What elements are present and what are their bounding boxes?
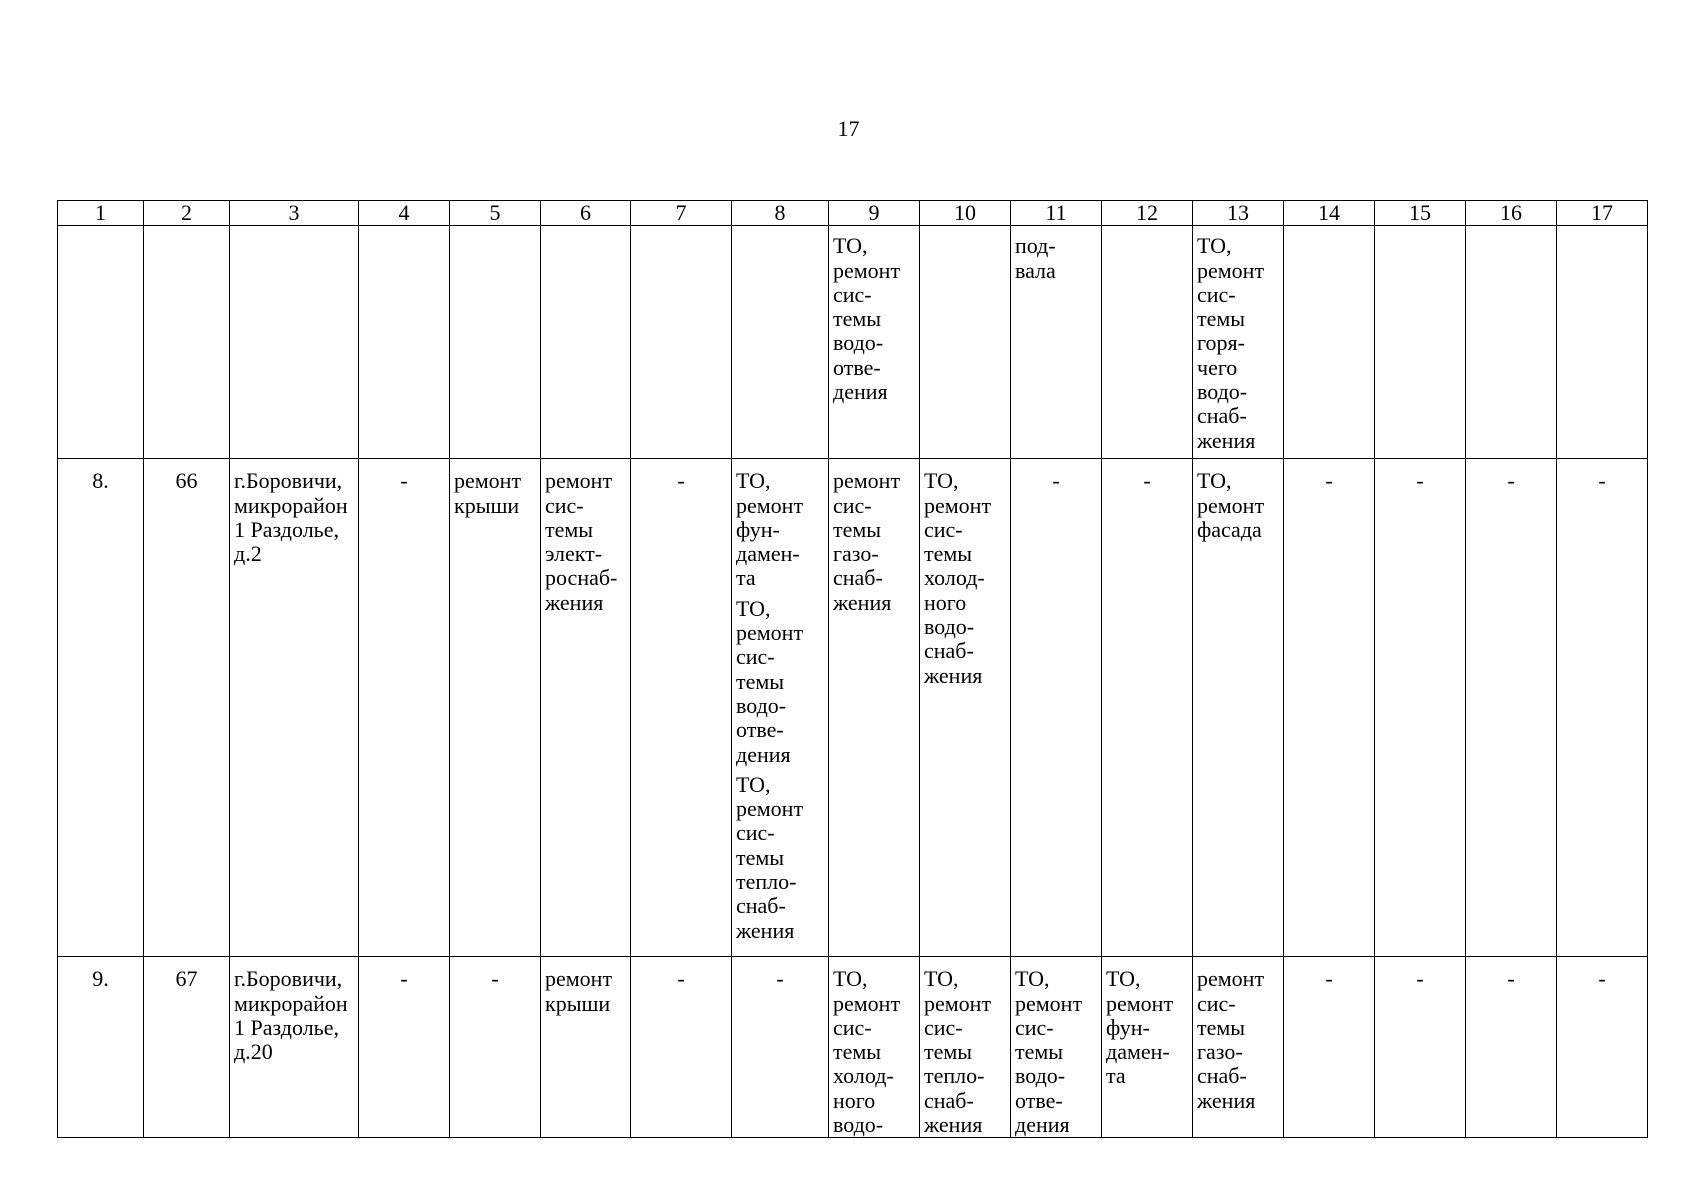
- column-number-cell: 6: [541, 201, 631, 226]
- table-cell: [359, 957, 450, 1138]
- table-cell: [1375, 459, 1466, 957]
- column-number-row: [58, 201, 1648, 226]
- column-number-cell: 12: [1102, 201, 1193, 226]
- cell-text: -: [1325, 966, 1333, 992]
- column-number-cell: 15: [1375, 201, 1466, 226]
- table-cell: [732, 226, 829, 459]
- table-cell: [230, 459, 359, 957]
- table-cell: [920, 459, 1011, 957]
- table-cell: [1102, 226, 1193, 459]
- cell-text: -: [1507, 468, 1515, 494]
- cell-text: -: [1416, 966, 1424, 992]
- cell-text: ремонт сис- темы газо- снаб- жения: [833, 468, 901, 615]
- table-cell: [359, 459, 450, 957]
- table-row-continuation: [58, 226, 1648, 459]
- cell-text: 8.: [92, 468, 109, 494]
- table-cell: [1466, 459, 1557, 957]
- table-cell: [230, 226, 359, 459]
- column-number-cell: 8: [732, 201, 829, 226]
- cell-text: -: [491, 966, 499, 992]
- cell-text: ТО, ремонт фасада: [1197, 468, 1265, 542]
- table-cell: [631, 226, 732, 459]
- cell-text: 67: [175, 966, 198, 992]
- table-cell: [541, 226, 631, 459]
- cell-text: ТО, ремонт сис- темы горя- чего водо- снаб- жения: [1197, 233, 1265, 453]
- table-cell: [144, 226, 230, 459]
- table-cell: [58, 226, 144, 459]
- cell-text: ТО, ремонт сис- темы холод- ного водо- снаб- жения: [924, 468, 992, 688]
- table-cell: [450, 459, 541, 957]
- cell-text: ТО, ремонт сис- темы тепло- снаб- жения: [736, 771, 804, 943]
- table-cell: [230, 957, 359, 1138]
- table-cell: [732, 459, 829, 957]
- table-cell: [920, 226, 1011, 459]
- table-cell: [829, 459, 920, 957]
- table-cell: [144, 957, 230, 1138]
- column-number-cell: 1: [58, 201, 144, 226]
- works-table: [57, 200, 1648, 1138]
- table-cell: [58, 957, 144, 1138]
- table-body: [58, 201, 1648, 1138]
- column-number-cell: 5: [450, 201, 541, 226]
- table-cell: [1193, 226, 1284, 459]
- cell-text: -: [1598, 468, 1606, 494]
- cell-text: г.Боровичи, микрорайон 1 Раздолье, д.20: [234, 966, 348, 1065]
- cell-text: 9.: [92, 966, 109, 992]
- table-cell: [829, 226, 920, 459]
- column-number-cell: 13: [1193, 201, 1284, 226]
- table-cell: [359, 226, 450, 459]
- table-cell: [829, 957, 920, 1138]
- table-cell: [1102, 459, 1193, 957]
- column-number-cell: 2: [144, 201, 230, 226]
- table-cell: [631, 459, 732, 957]
- table-cell: [1193, 459, 1284, 957]
- column-number-cell: 3: [230, 201, 359, 226]
- cell-text: -: [1143, 468, 1151, 494]
- cell-text: ТО, ремонт фун- дамен- та: [736, 468, 804, 591]
- table-cell: [1193, 957, 1284, 1138]
- table-cell: [1102, 957, 1193, 1138]
- column-number-cell: 4: [359, 201, 450, 226]
- table-cell: [1284, 459, 1375, 957]
- cell-text: ремонт крыши: [454, 468, 522, 518]
- column-number-cell: 17: [1557, 201, 1648, 226]
- table-cell: [1284, 226, 1375, 459]
- cell-text: -: [400, 468, 408, 494]
- cell-text: ТО, ремонт фун- дамен- та: [1106, 966, 1174, 1089]
- table-cell: [1557, 226, 1648, 459]
- cell-text: ремонт сис- темы элект- роснаб- жения: [545, 468, 618, 615]
- table-cell: [1011, 459, 1102, 957]
- table-cell: [631, 957, 732, 1138]
- cell-text: -: [400, 966, 408, 992]
- column-number-cell: 7: [631, 201, 732, 226]
- table-row-item-9: [58, 957, 1648, 1138]
- cell-text: -: [677, 966, 685, 992]
- cell-text: ТО, ремонт сис- темы тепло- снаб- жения: [924, 966, 992, 1138]
- table-cell: [1375, 226, 1466, 459]
- cell-text: ТО, ремонт сис- темы водо- отве- дения: [833, 233, 901, 405]
- cell-text: ремонт крыши: [545, 966, 613, 1016]
- cell-text: -: [776, 966, 784, 992]
- page-number: 17: [837, 116, 860, 141]
- cell-text: ТО, ремонт сис- темы водо- отве- дения: [736, 595, 804, 767]
- table-cell: [541, 459, 631, 957]
- cell-text: -: [1325, 468, 1333, 494]
- cell-text: ТО, ремонт сис- темы холод- ного водо-: [833, 966, 901, 1138]
- column-number-cell: 10: [920, 201, 1011, 226]
- cell-text: -: [1052, 468, 1060, 494]
- table-cell: [1557, 459, 1648, 957]
- cell-text: -: [1598, 966, 1606, 992]
- table-cell: [541, 957, 631, 1138]
- column-number-cell: 16: [1466, 201, 1557, 226]
- table-cell: [1466, 226, 1557, 459]
- cell-text: -: [1416, 468, 1424, 494]
- cell-text: -: [1507, 966, 1515, 992]
- table-cell: [1375, 957, 1466, 1138]
- table-cell: [1011, 957, 1102, 1138]
- column-number-cell: 9: [829, 201, 920, 226]
- table-cell: [450, 226, 541, 459]
- table-cell: [1011, 226, 1102, 459]
- table-cell: [1557, 957, 1648, 1138]
- table-cell: [732, 957, 829, 1138]
- column-number-cell: 11: [1011, 201, 1102, 226]
- cell-text: г.Боровичи, микрорайон 1 Раздолье, д.2: [234, 468, 348, 567]
- table-cell: [450, 957, 541, 1138]
- cell-text: 66: [175, 468, 198, 494]
- table-cell: [920, 957, 1011, 1138]
- column-number-cell: 14: [1284, 201, 1375, 226]
- table-row-item-8: [58, 459, 1648, 957]
- table-cell: [1466, 957, 1557, 1138]
- cell-text: ремонт сис- темы газо- снаб- жения: [1197, 966, 1265, 1113]
- cell-text: под- вала: [1015, 233, 1056, 283]
- table-cell: [144, 459, 230, 957]
- table-cell: [58, 459, 144, 957]
- cell-text: ТО, ремонт сис- темы водо- отве- дения: [1015, 966, 1083, 1138]
- table-cell: [1284, 957, 1375, 1138]
- cell-text: -: [677, 468, 685, 494]
